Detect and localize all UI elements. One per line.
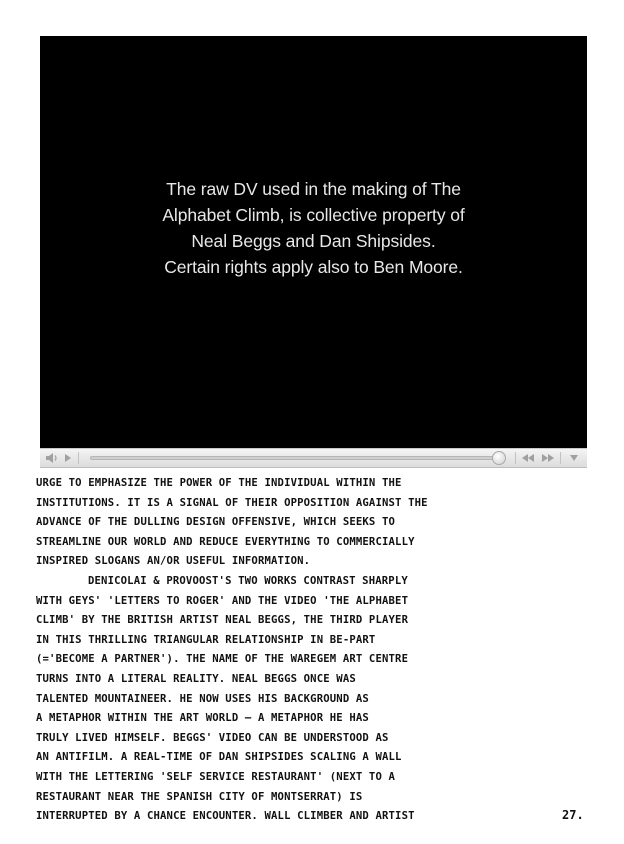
- text-line: URGE TO EMPHASIZE THE POWER OF THE INDIVIDUAL WITHIN THE: [36, 477, 402, 489]
- caption-line: Neal Beggs and Dan Shipsides.: [191, 231, 436, 251]
- caption-line: The raw DV used in the making of The: [166, 179, 461, 199]
- text-line: INSPIRED SLOGANS AN/OR USEFUL INFORMATION.: [36, 555, 311, 568]
- text-line: INTERRUPTED BY A CHANCE ENCOUNTER. WALL CLIMBER AND ARTIST: [36, 810, 415, 823]
- text-line: INSTITUTIONS. IT IS A SIGNAL OF THEIR OPPOSITION AGAINST THE: [36, 496, 428, 509]
- handwritten-text: [36, 474, 596, 827]
- video-controls-bar: [40, 448, 587, 468]
- video-caption: [40, 176, 587, 280]
- text-line: STREAMLINE OUR WORLD AND REDUCE EVERYTHING TO COMMERCIALLY: [36, 535, 415, 548]
- seek-bar[interactable]: [90, 456, 495, 460]
- caption-line: Alphabet Climb, is collective property of: [162, 205, 465, 225]
- text-line: (='BECOME A PARTNER'). THE NAME OF THE WAREGEM ART CENTRE: [36, 653, 409, 666]
- page-number: 27.: [562, 808, 584, 822]
- volume-icon[interactable]: [44, 451, 60, 465]
- control-divider: [515, 452, 516, 464]
- text-line: WITH GEYS' 'LETTERS TO ROGER' AND THE VIDEO 'THE ALPHABET: [36, 594, 409, 607]
- text-line: WITH THE LETTERING 'SELF SERVICE RESTAURANT' (NEXT TO A: [36, 770, 396, 783]
- play-icon[interactable]: [62, 451, 74, 465]
- control-divider: [78, 452, 79, 464]
- rewind-icon[interactable]: [520, 451, 536, 465]
- forward-icon[interactable]: [540, 451, 556, 465]
- control-divider: [560, 452, 561, 464]
- video-frame[interactable]: [40, 36, 587, 448]
- text-line: A METAPHOR WITHIN THE ART WORLD — A METAPHOR HE HAS: [36, 712, 369, 725]
- seek-handle[interactable]: [492, 451, 506, 465]
- text-line: AN ANTIFILM. A REAL-TIME OF DAN SHIPSIDES SCALING A WALL: [36, 751, 402, 764]
- text-line: TRULY LIVED HIMSELF. BEGGS' VIDEO CAN BE UNDERSTOOD AS: [36, 731, 389, 744]
- caption-line: Certain rights apply also to Ben Moore.: [164, 257, 463, 277]
- text-line: ADVANCE OF THE DULLING DESIGN OFFENSIVE, WHICH SEEKS TO: [36, 516, 396, 529]
- text-line: TALENTED MOUNTAINEER. HE NOW USES HIS BACKGROUND AS: [36, 692, 369, 705]
- text-line: IN THIS THRILLING TRIANGULAR RELATIONSHIP IN BE-PART: [36, 633, 376, 646]
- text-line: CLIMB' BY THE BRITISH ARTIST NEAL BEGGS, THE THIRD PLAYER: [36, 614, 409, 627]
- text-line: RESTAURANT NEAR THE SPANISH CITY OF MONTSERRAT) IS: [36, 790, 363, 803]
- text-line: DENICOLAI & PROVOOST'S TWO WORKS CONTRAST SHARPLY: [88, 574, 408, 587]
- text-line: TURNS INTO A LITERAL REALITY. NEAL BEGGS ONCE WAS: [36, 672, 356, 685]
- chevron-down-icon[interactable]: [566, 451, 582, 465]
